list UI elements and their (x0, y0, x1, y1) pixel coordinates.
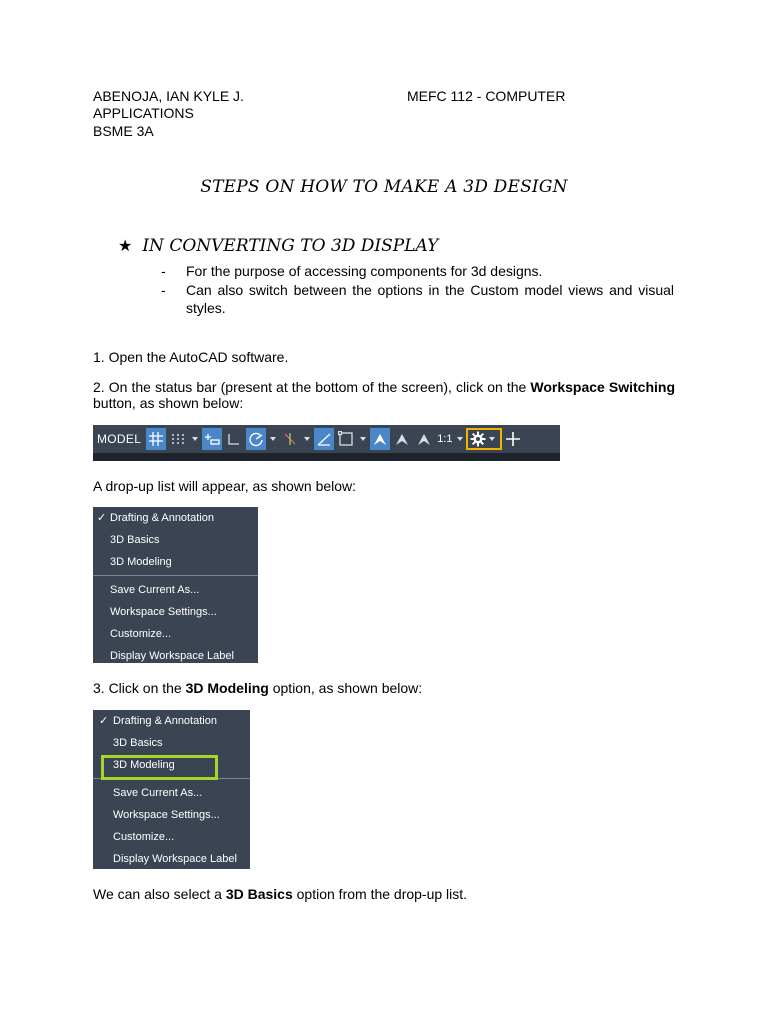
scale-value[interactable]: 1:1 (437, 433, 453, 445)
menu-item-label: 3D Modeling (110, 556, 172, 568)
author-name: ABENOJA, IAN KYLE J. (93, 88, 244, 104)
model-tab[interactable]: MODEL (97, 432, 142, 446)
menu-item-customize[interactable] (93, 623, 258, 645)
student-section: BSME 3A (93, 123, 154, 139)
customization-plus-icon[interactable] (503, 428, 523, 450)
dash-marker: - (161, 282, 166, 298)
isodraft-icon[interactable] (280, 428, 300, 450)
menu-item-3d-basics[interactable] (93, 732, 250, 754)
annotation-visibility-icon[interactable] (370, 428, 390, 450)
snap-dots-icon[interactable] (168, 428, 188, 450)
checkmark-icon: ✓ (97, 512, 107, 524)
object-snap-icon[interactable] (336, 428, 356, 450)
chevron-down-icon[interactable] (454, 437, 466, 441)
menu-item-label: Drafting & Annotation (113, 715, 217, 727)
menu-item-3d-basics[interactable] (93, 529, 258, 551)
bullet-item (161, 281, 674, 317)
annotation-scale-icon[interactable] (414, 428, 434, 450)
menu-item-label: Drafting & Annotation (110, 512, 214, 524)
menu-item-customize[interactable] (93, 826, 250, 848)
section-heading-text: IN CONVERTING TO 3D DISPLAY (142, 236, 439, 256)
chevron-down-icon[interactable] (189, 437, 201, 441)
step-2 (93, 379, 675, 411)
menu-item-label: Display Workspace Label (110, 650, 234, 662)
menu-item-save-current-as[interactable] (93, 579, 258, 601)
bullet-text: For the purpose of accessing components for 3d designs. (186, 263, 543, 279)
closing-text: We can also select a (93, 886, 226, 902)
menu-item-label: Customize... (110, 628, 172, 640)
document-title: STEPS ON HOW TO MAKE A 3D DESIGN (200, 177, 568, 197)
bullet-text: Can also switch between the options in the Custom model views and visual styles. (186, 282, 674, 316)
chevron-down-icon[interactable] (357, 437, 369, 441)
step-3 (93, 680, 675, 696)
grid-icon[interactable] (146, 428, 166, 450)
closing-text-end: option from the drop-up list. (292, 886, 468, 902)
dropup-description: A drop-up list will appear, as shown below: (93, 478, 357, 494)
polar-tracking-icon[interactable] (246, 428, 266, 450)
menu-item-label: Workspace Settings... (113, 809, 220, 821)
menu-item-drafting-annotation[interactable] (93, 507, 258, 529)
chevron-down-icon[interactable] (301, 437, 313, 441)
section-heading (118, 236, 438, 256)
menu-item-label: Display Workspace Label (113, 853, 237, 865)
menu-item-label: 3D Basics (110, 534, 160, 546)
gear-icon (470, 431, 486, 447)
dynamic-input-icon[interactable] (202, 428, 222, 450)
bullet-list (161, 262, 674, 318)
ortho-icon[interactable] (224, 428, 244, 450)
closing-bold: 3D Basics (225, 886, 293, 902)
chevron-down-icon (486, 437, 498, 441)
dash-marker: - (161, 263, 166, 279)
step-2-text: 2. On the status bar (present at the bottom of the screen), click on the (93, 379, 531, 395)
menu-item-label: Customize... (113, 831, 175, 843)
chevron-down-icon[interactable] (267, 437, 279, 441)
menu-item-workspace-settings[interactable] (93, 804, 250, 826)
autocad-status-bar (93, 425, 560, 453)
star-bullet-icon: ★ (118, 236, 133, 255)
step-2-bold: Workspace Switching (530, 379, 675, 395)
menu-item-drafting-annotation[interactable] (93, 710, 250, 732)
step-3-text: 3. Click on the (93, 680, 186, 696)
menu-item-label: Workspace Settings... (110, 606, 217, 618)
bullet-item (161, 262, 674, 280)
step-3-text-end: option, as shown below: (268, 680, 423, 696)
menu-separator (93, 575, 258, 576)
menu-item-label: Save Current As... (110, 584, 200, 596)
course-code: MEFC 112 - COMPUTER (407, 88, 566, 104)
closing-note (93, 886, 675, 902)
checkmark-icon: ✓ (99, 715, 109, 727)
object-snap-tracking-icon[interactable] (314, 428, 334, 450)
menu-item-display-workspace-label[interactable] (93, 645, 258, 667)
course-continued: APPLICATIONS (93, 105, 194, 121)
menu-item-3d-modeling[interactable] (93, 551, 258, 573)
menu-item-label: 3D Basics (113, 737, 163, 749)
menu-item-label: 3D Modeling (113, 759, 175, 771)
workspace-switching-button[interactable] (466, 428, 502, 450)
workspace-menu-highlighted (93, 710, 250, 869)
menu-item-label: Save Current As... (113, 787, 203, 799)
menu-item-save-current-as[interactable] (93, 782, 250, 804)
step-1: 1. Open the AutoCAD software. (93, 349, 289, 365)
step-2-text-end: button, as shown below: (93, 395, 244, 411)
menu-item-workspace-settings[interactable] (93, 601, 258, 623)
3d-modeling-highlight (101, 755, 218, 780)
step-3-bold: 3D Modeling (185, 680, 269, 696)
workspace-menu (93, 507, 258, 663)
auto-scale-icon[interactable] (392, 428, 412, 450)
menu-item-display-workspace-label[interactable] (93, 848, 250, 870)
status-bar-shadow (93, 453, 560, 461)
